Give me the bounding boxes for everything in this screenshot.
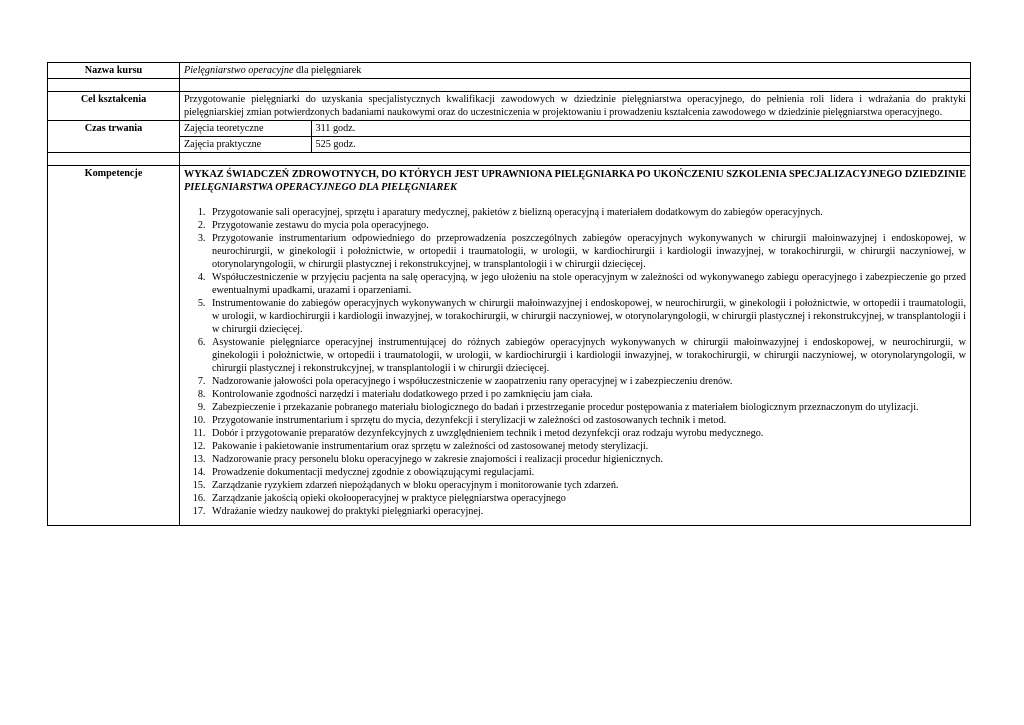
- competencies-label: Kompetencje: [48, 166, 180, 526]
- list-item: 11. Dobór i przygotowanie preparatów dezynfekcyjnych z uwzględnieniem technik i metod dezynfekcji oraz rodzaju wyrobu medycznego.: [208, 427, 966, 440]
- goal-label: Cel kształcenia: [48, 92, 180, 121]
- list-item: 9. Zabezpieczenie i przekazanie pobranego materiału biologicznego do badań i przestrzeganie procedur postępowania z materiałem biologicznym przeznaczonym do utylizacji.: [208, 401, 966, 414]
- goal-text: Przygotowanie pielęgniarki do uzyskania specjalistycznych kwalifikacji zawodowych w dziedzinie pielęgniarstwa operacyjnego, do pełnienia roli lidera i wdrażania do praktyki pielęgniarskiej zmian potwierdzonych badaniami naukowymi oraz do uczestniczenia w projektowaniu i prowadzeniu kształcenia zawodowego w dziedzinie pielęgniarstwa operacyjnego.: [180, 92, 971, 121]
- competencies-row: [48, 166, 971, 526]
- list-item: 13. Nadzorowanie pracy personelu bloku operacyjnego w zakresie znajomości i realizacji procedur higienicznych.: [208, 453, 966, 466]
- duration-theory-table: [180, 121, 970, 136]
- course-table: [47, 62, 971, 526]
- course-name-row: [48, 63, 971, 79]
- list-item: 7. Nadzorowanie jałowości pola operacyjnego i współuczestniczenie w zaopatrzeniu rany operacyjnej w i zabezpieczeniu drenów.: [208, 375, 966, 388]
- list-item: 15. Zarządzanie ryzykiem zdarzeń niepożądanych w bloku operacyjnym i monitorowanie tych zdarzeń.: [208, 479, 966, 492]
- duration-theory-type: Zajęcia teoretyczne: [180, 121, 311, 136]
- list-item: 14. Prowadzenie dokumentacji medycznej zgodnie z obowiązującymi regulacjami.: [208, 466, 966, 479]
- spacer-row: [48, 79, 971, 92]
- competencies-list: [184, 206, 966, 518]
- duration-practice-hours: 525 godz.: [315, 139, 356, 150]
- list-item: 1. Przygotowanie sali operacyjnej, sprzętu i aparatury medycznej, pakietów z bielizną operacyjną i materiałem dodatkowym do zabiegów operacyjnych.: [208, 206, 966, 219]
- duration-practice-type: Zajęcia praktyczne: [180, 137, 311, 152]
- list-item: 6. Asystowanie pielęgniarce operacyjnej instrumentującej do różnych zabiegów operacyjnych wykonywanych w chirurgii małoinwazyjnej i endoskopowej, w neurochirurgii, w ginekologii i położnictwie, w ortopedii i traumatologii, w urologii, w kardiochirurgii i kardiologii inwazyjnej, w torakochirurgii, w chirurgii naczyniowej, w otorynolaryngologii, w chirurgii plastycznej i rekonstrukcyjnej, w transplantologii i w chirurgii dziecięcej.: [208, 336, 966, 375]
- duration-practice-cell: [180, 137, 971, 153]
- competencies-title-italic: PIELĘGNIARSTWA OPERACYJNEGO DLA PIELĘGNIAREK: [184, 182, 457, 193]
- course-name-value: [180, 63, 971, 79]
- list-item: 12. Pakowanie i pakietowanie instrumentarium oraz sprzętu w zależności od zastosowanej metody sterylizacji.: [208, 440, 966, 453]
- list-item: 3. Przygotowanie instrumentarium odpowiedniego do przeprowadzenia poszczególnych zabiegów operacyjnych wykonywanych w chirurgii małoinwazyjnej i endoskopowej, w neurochirurgii, w ginekologii i położnictwie, w ortopedii i traumatologii, w urologii, w kardiochirurgii i kardiologii inwazyjnej, w torakochirurgii, w chirurgii naczyniowej, w otorynolaryngologii, w chirurgii plastycznej i rekonstrukcyjnej, w transplantologii i w chirurgii dziecięcej.: [208, 232, 966, 271]
- list-item: 5. Instrumentowanie do zabiegów operacyjnych wykonywanych w chirurgii małoinwazyjnej i endoskopowej, w neurochirurgii, w ginekologii i położnictwie, w ortopedii i traumatologii, w urologii, w kardiochirurgii i kardiologii inwazyjnej, w torakochirurgii, w chirurgii naczyniowej, w otorynolaryngologii, w chirurgii plastycznej i rekonstrukcyjnej, w transplantologii i w chirurgii dziecięcej.: [208, 297, 966, 336]
- competencies-content: [180, 166, 971, 526]
- goal-row: [48, 92, 971, 121]
- list-item: 4. Współuczestniczenie w przyjęciu pacjenta na salę operacyjną, w jego ułożeniu na stole operacyjnym w zależności od wykonywanego zabiegu operacyjnego i zabezpieczenie go przed ewentualnymi upadkami, urazami i oparzeniami.: [208, 271, 966, 297]
- spacer-row: [48, 153, 971, 166]
- competencies-title: [184, 168, 966, 194]
- duration-row: [48, 121, 971, 137]
- duration-theory-cell: [180, 121, 971, 137]
- course-name-suffix: dla pielęgniarek: [293, 65, 362, 76]
- duration-practice-table: [180, 137, 970, 152]
- list-item: 10. Przygotowanie instrumentarium i sprzętu do mycia, dezynfekcji i sterylizacji w zależności od zastosowanych technik i metod.: [208, 414, 966, 427]
- duration-practice-row: [48, 137, 971, 153]
- list-item: 17. Wdrażanie wiedzy naukowej do praktyki pielęgniarki operacyjnej.: [208, 505, 966, 518]
- course-name-label: Nazwa kursu: [48, 63, 180, 79]
- course-name-italic: Pielęgniarstwo operacyjne: [184, 65, 294, 76]
- duration-theory-hours: 311 godz.: [315, 123, 356, 134]
- competencies-title-main: WYKAZ ŚWIADCZEŃ ZDROWOTNYCH, DO KTÓRYCH JEST UPRAWNIONA PIELĘGNIARKA PO UKOŃCZENIU SZKOLENIA SPECJALIZACYJNEGO DZIEDZINIE: [184, 169, 966, 180]
- list-item: 2. Przygotowanie zestawu do mycia pola operacyjnego.: [208, 219, 966, 232]
- list-item: 8. Kontrolowanie zgodności narzędzi i materiału dodatkowego przed i po zamknięciu jam ciała.: [208, 388, 966, 401]
- duration-label: Czas trwania: [48, 121, 180, 153]
- list-item: 16. Zarządzanie jakością opieki okołooperacyjnej w praktyce pielęgniarstwa operacyjnego: [208, 492, 966, 505]
